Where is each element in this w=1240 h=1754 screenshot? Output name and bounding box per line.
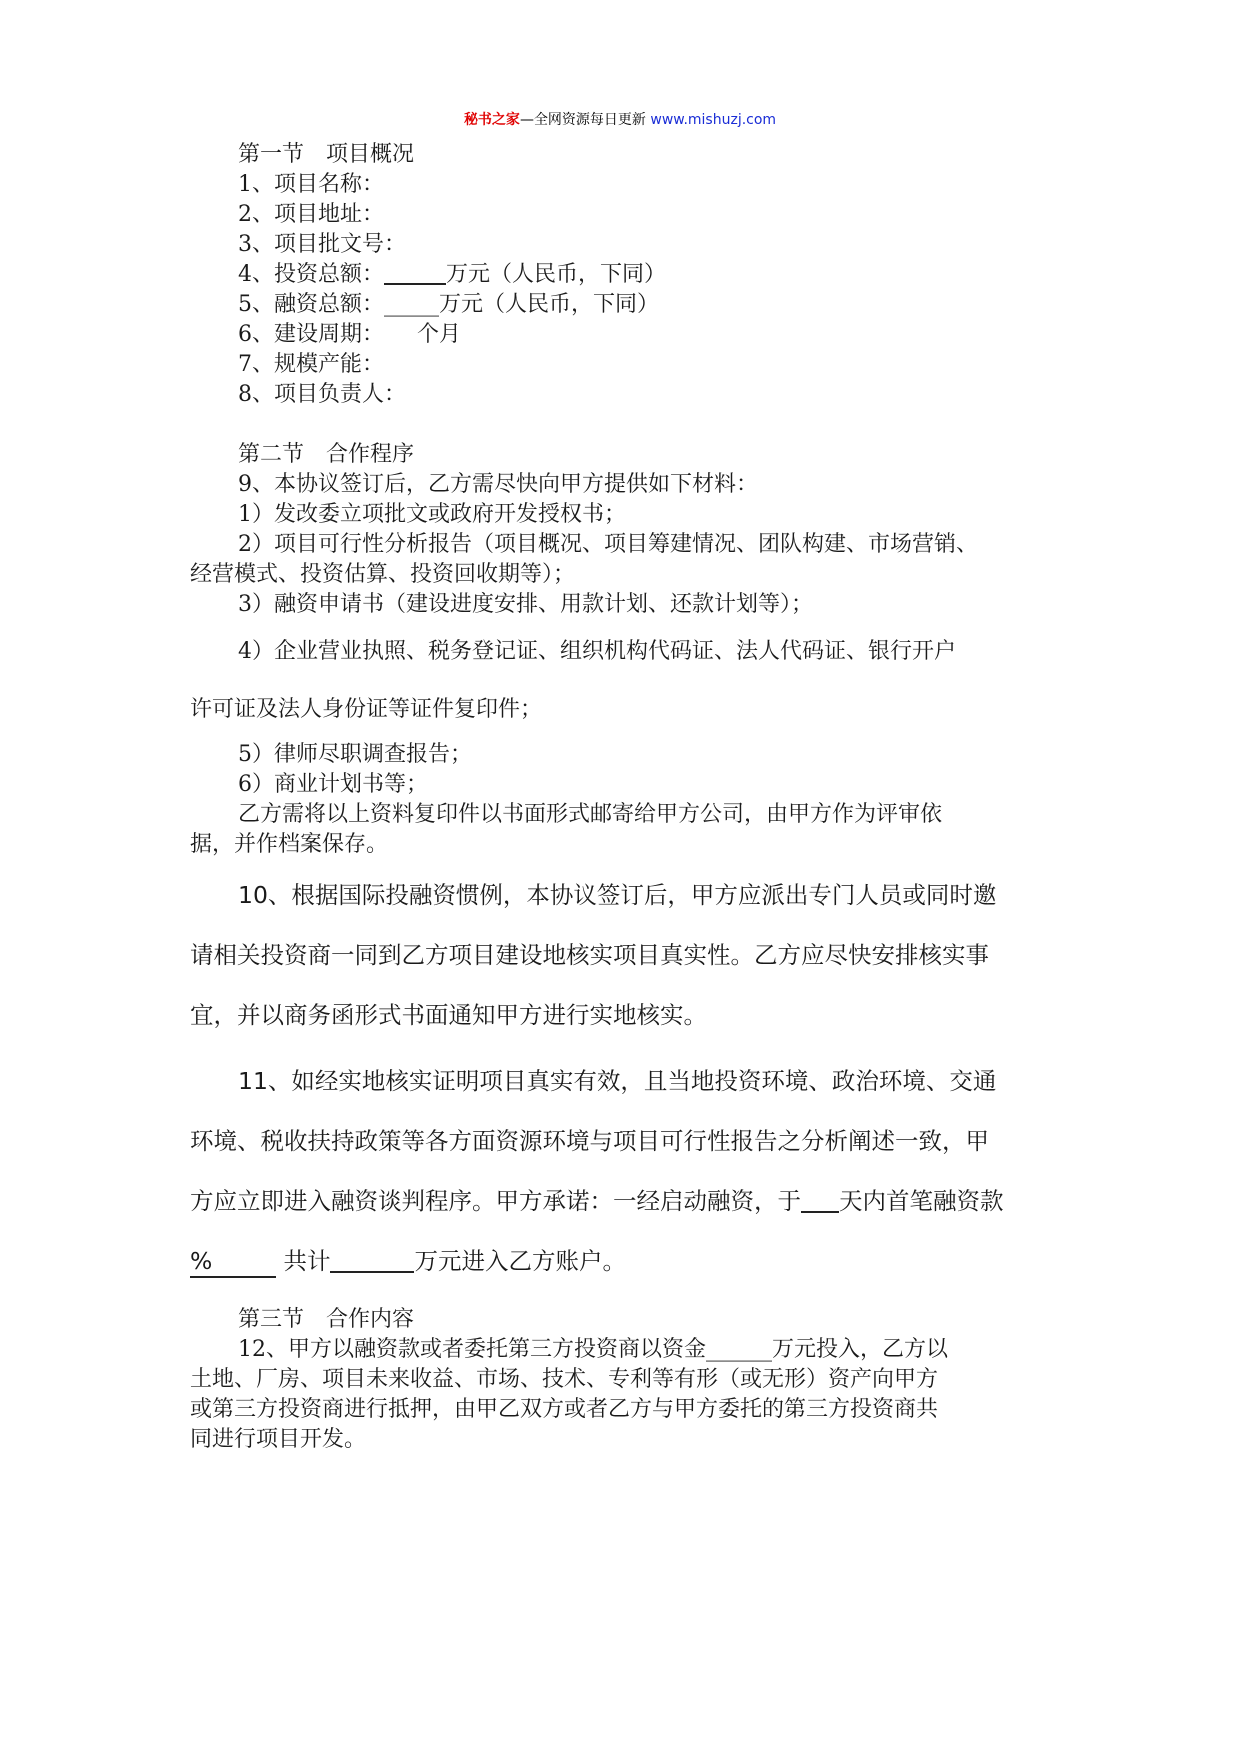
- item-11-line3-tail: 天内首笔融资款: [839, 1187, 1004, 1215]
- material-2-line2: 经营模式、投资估算、投资回收期等）；: [190, 562, 576, 587]
- section-title-content: 第三节 合作内容: [238, 1307, 415, 1332]
- note-line2: 据，并作档案保存。: [190, 832, 389, 857]
- material-6: 6）商业计划书等；: [238, 772, 428, 797]
- item-9: 9、本协议签订后，乙方需尽快向甲方提供如下材料：: [238, 472, 758, 497]
- item-10-line2: 请相关投资商一同到乙方项目建设地核实项目真实性。乙方应尽快安排核实事: [190, 941, 989, 969]
- header-slogan: —全网资源每日更新: [519, 112, 651, 128]
- item-project-name: 1、项目名称：: [238, 172, 384, 197]
- days-blank: [801, 1191, 839, 1213]
- item-12-line1: 12、甲方以融资款或者委托第三方投资商以资金______万元投入，乙方以: [238, 1337, 948, 1362]
- material-3: 3）融资申请书（建设进度安排、用款计划、还款计划等）；: [238, 592, 813, 617]
- material-5: 5）律师尽职调查报告；: [238, 742, 472, 767]
- item-project-address: 2、项目地址：: [238, 202, 384, 227]
- note-line1: 乙方需将以上资料复印件以书面形式邮寄给甲方公司，由甲方作为评审依: [238, 802, 943, 827]
- site-header: [0, 100, 1240, 140]
- material-4-line2: [190, 695, 542, 725]
- section-title-overview: 第一节 项目概况: [238, 142, 415, 167]
- material-2-line1: 2）项目可行性分析报告（项目概况、项目筹建情况、团队构建、市场营销、: [238, 532, 978, 557]
- item-project-leader: 8、项目负责人：: [238, 382, 406, 407]
- item-11-line3-text: 方应立即进入融资谈判程序。甲方承诺：一经启动融资，于: [190, 1187, 801, 1215]
- item-total-investment: [238, 260, 666, 290]
- total-label: 共计: [283, 1247, 331, 1275]
- item-12-line3: 或第三方投资商进行抵押，由甲乙双方或者乙方与甲方委托的第三方投资商共: [190, 1397, 939, 1422]
- item-11-line2: 环境、税收扶持政策等各方面资源环境与项目可行性报告之分析阐述一致，甲: [190, 1127, 989, 1155]
- material-4b-bold-text: 许可证及法人: [190, 697, 323, 722]
- total-amount-blank: [330, 1251, 414, 1273]
- material-1: 1）发改委立项批文或政府开发授权书；: [238, 502, 626, 527]
- total-investment-label: 4、投资总额：: [238, 262, 384, 287]
- item-10-line1: 10、根据国际投融资惯例，本协议签订后，甲方应派出专门人员或同时邀: [238, 881, 997, 909]
- item-approval-number: 3、项目批文号：: [238, 232, 406, 257]
- material-4-line1: [238, 637, 956, 667]
- total-amount-unit: 万元进入乙方账户。: [414, 1247, 626, 1275]
- item-11-line1: 11、如经实地核实证明项目真实有效，且当地投资环境、政治环境、交通: [238, 1067, 997, 1095]
- section-title-procedure: 第二节 合作程序: [238, 442, 415, 467]
- item-capacity: 7、规模产能：: [238, 352, 384, 377]
- material-4b-text: 身份证等证件复印件；: [322, 697, 543, 722]
- site-url-link[interactable]: www.mishuzj.com: [650, 112, 777, 128]
- item-12-line2: 土地、厂房、项目未来收益、市场、技术、专利等有形（或无形）资产向甲方: [190, 1367, 939, 1392]
- percent-blank: [190, 1246, 276, 1278]
- material-4-bold-text: 银行开户: [868, 639, 957, 664]
- item-total-financing: 5、融资总额：_____万元（人民币，下同）: [238, 292, 659, 317]
- material-4-text: 4）企业营业执照、税务登记证、组织机构代码证、法人代码证、: [238, 639, 868, 664]
- item-12-line4: 同进行项目开发。: [190, 1427, 367, 1452]
- percent-sign: %: [190, 1247, 213, 1275]
- item-10-line3: 宜，并以商务函形式书面通知甲方进行实地核实。: [190, 1001, 707, 1029]
- brand-name: 秘书之家: [463, 112, 520, 128]
- item-11-line4: [190, 1246, 626, 1278]
- total-investment-blank: [384, 261, 446, 285]
- item-construction-period: 6、建设周期： 个月: [238, 322, 461, 347]
- item-11-line3: [190, 1186, 1004, 1216]
- total-investment-unit: 万元（人民币，下同）: [446, 262, 667, 287]
